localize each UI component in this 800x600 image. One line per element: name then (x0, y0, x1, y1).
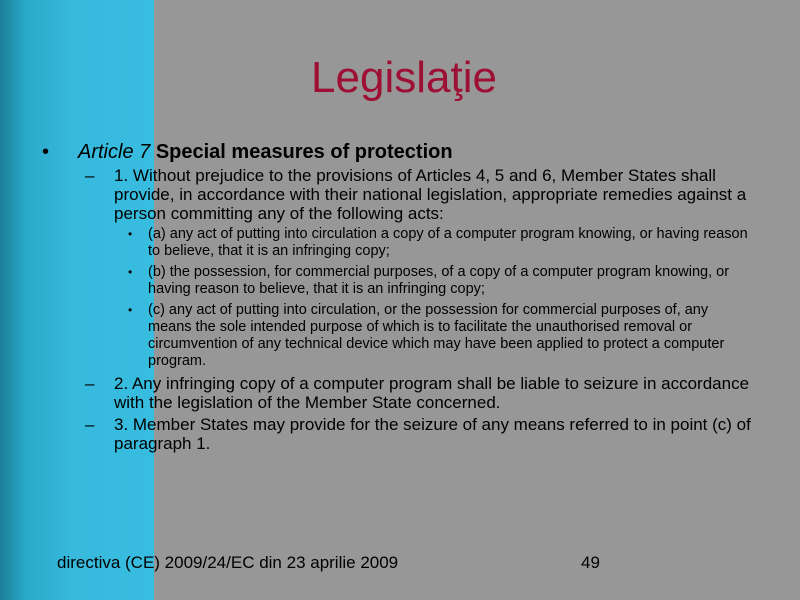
paragraph-1-text: 1. Without prejudice to the provisions of Articles 4, 5 and 6, Member States shall provide, in accordance with their national legislation, appropriate remedies against a person committing any of the following acts: (114, 166, 747, 223)
article-label: Article 7 (78, 141, 151, 163)
paragraph-3 (40, 415, 754, 453)
sub-item-a-text: (a) any act of putting into circulation a copy of a computer program knowing, or having reason to believe, that it is an infringing copy; (148, 226, 748, 259)
slide-content (40, 141, 775, 456)
paragraph-1 (40, 166, 754, 223)
bullet-icon: • (128, 227, 133, 241)
bullet-icon: • (42, 141, 50, 163)
sub-item-c-text: (c) any act of putting into circulation, or the possession for commercial purposes of, any means the sole intended purpose of which is to facilitate the unauthorised removal or circumvention of any technical device which may have been applied to protect a computer program. (148, 302, 725, 369)
sub-item-a (40, 226, 748, 260)
sub-item-c (40, 302, 748, 370)
slide-title: Legislaţie (311, 53, 497, 102)
sub-item-b (40, 264, 748, 298)
bullet-icon: • (128, 265, 133, 279)
footer-source: directiva (CE) 2009/24/EC din 23 aprilie 2009 (57, 553, 399, 572)
dash-icon: – (85, 166, 95, 185)
sub-item-b-text: (b) the possession, for commercial purposes, of a copy of a computer program knowing, or having reason to believe, that it is an infringing copy; (148, 264, 730, 297)
dash-icon: – (85, 415, 95, 434)
page-number: 49 (581, 553, 600, 572)
bullet-icon: • (128, 303, 133, 317)
article-bullet-item (40, 141, 775, 163)
article-heading: Special measures of protection (155, 141, 453, 163)
paragraph-2-text: 2. Any infringing copy of a computer program shall be liable to seizure in accordance with the legislation of the Member State concerned. (114, 374, 750, 412)
dash-icon: – (85, 374, 95, 393)
paragraph-2 (40, 374, 754, 412)
paragraph-3-text: 3. Member States may provide for the seizure of any means referred to in point (c) of paragraph 1. (114, 415, 751, 453)
